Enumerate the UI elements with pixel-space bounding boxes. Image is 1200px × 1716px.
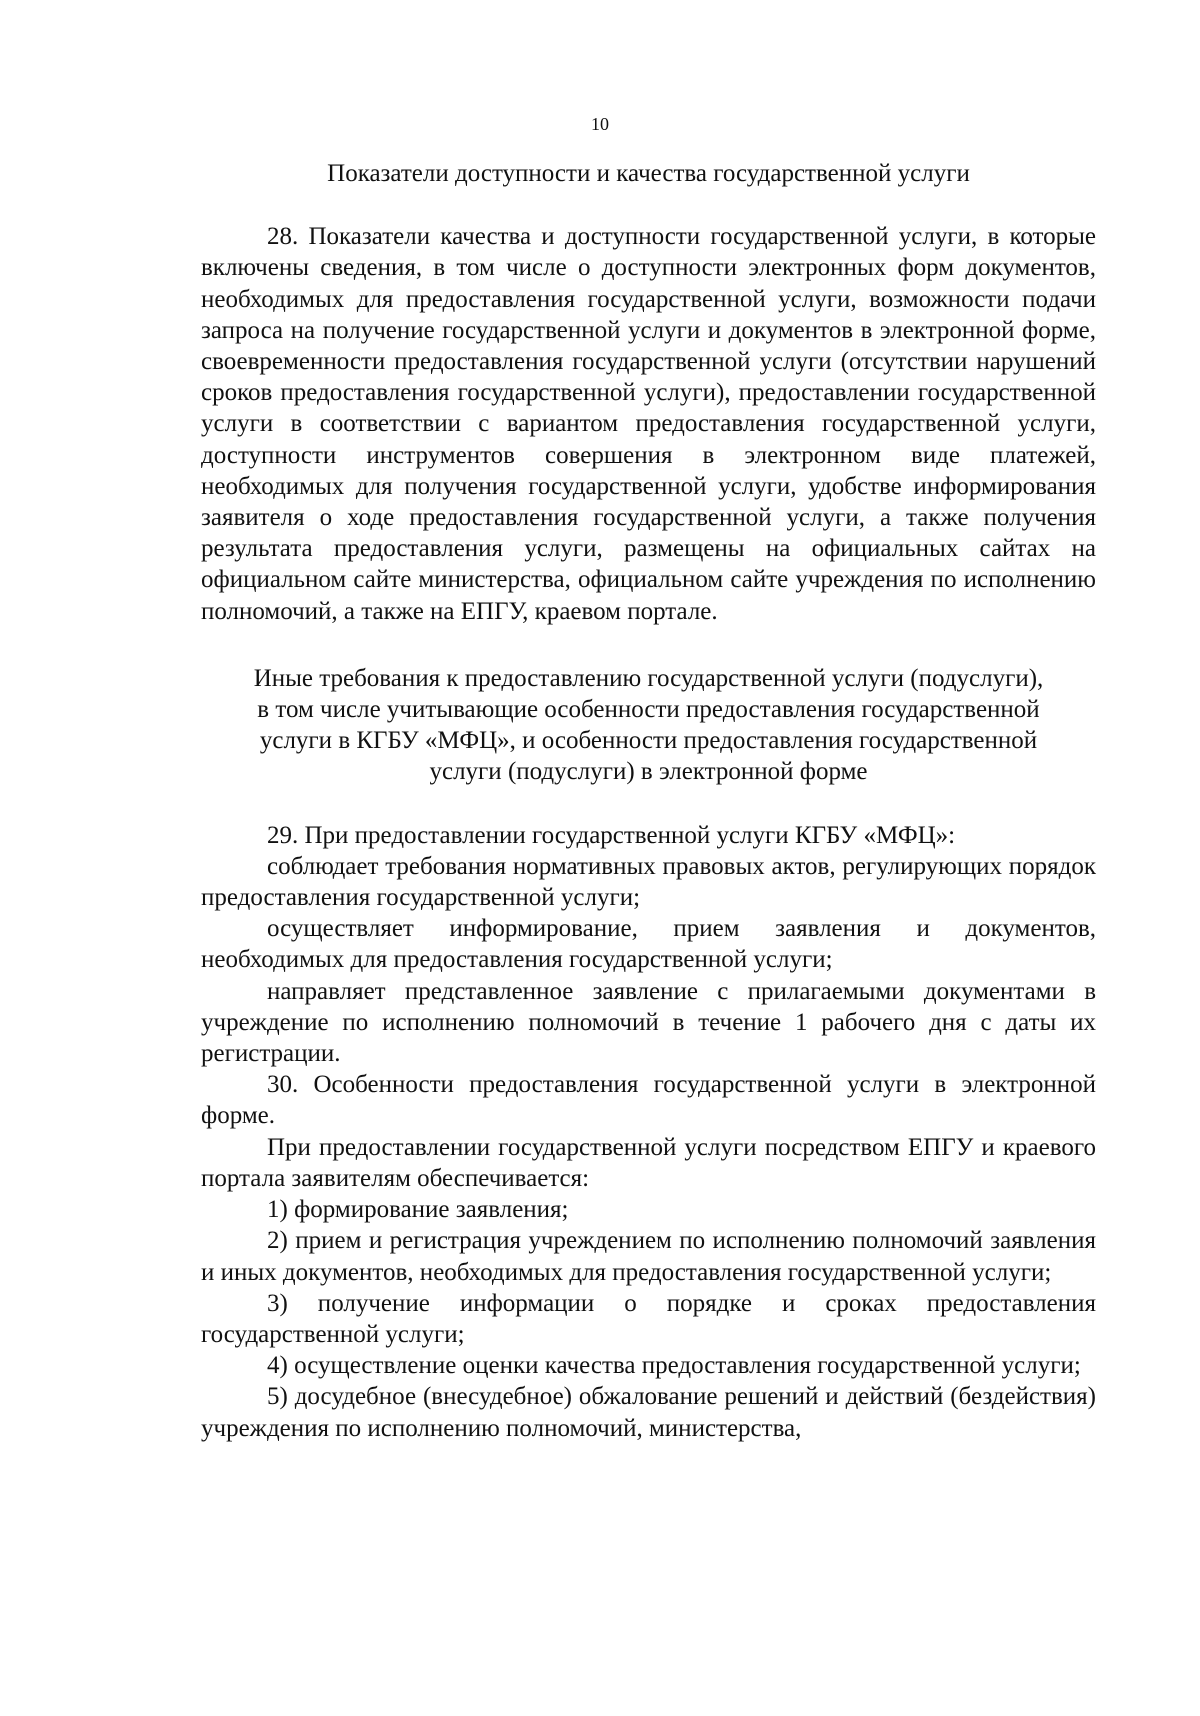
- paragraph-29-item-informing: осуществляет информирование, прием заявления и документов, необходимых для предоставления государственной услуги;: [201, 915, 1096, 974]
- paragraph-28: 28. Показатели качества и доступности государственной услуги, в которые включены сведения, в том числе о доступности электронных форм документов, необходимых для предоставления государственной услуги, возможности подачи запроса на получение государственной услуги и документов в электронной форме, своевременности предоставления государственной услуги (отсутствии нарушений сроков предоставления государственной услуги), предоставлении государственной услуги в соответствии с вариантом предоставления государственной услуги, доступности инструментов совершения в электронном виде платежей, необходимых для получения государственной услуги, удобстве информирования заявителя о ходе предоставления государственной услуги, а также получения результата предоставления услуги, размещены на официальных сайтах на официальном сайте министерства, официальном сайте учреждения по исполнению полномочий, а также на ЕПГУ, краевом портале.: [201, 223, 1096, 625]
- list-item-3: 3) получение информации о порядке и сроках предоставления государственной услуги;: [201, 1289, 1096, 1348]
- page-number: 10: [591, 114, 609, 134]
- section-heading-line: Иные требования к предоставлению государственной услуги (подуслуги),: [253, 664, 1044, 692]
- document-body: [201, 158, 1096, 1444]
- paragraph-29-item-forwarding: направляет представленное заявление с прилагаемыми документами в учреждение по исполнению полномочий в течение 1 рабочего дня с даты их регистрации.: [201, 977, 1096, 1068]
- paragraph-29-item-compliance: соблюдает требования нормативных правовых актов, регулирующих порядок предоставления государственной услуги;: [201, 852, 1096, 912]
- section-heading-other-requirements: [201, 663, 1096, 788]
- paragraph-30-intro: При предоставлении государственной услуги посредством ЕПГУ и краевого портала заявителям обеспечивается:: [201, 1133, 1096, 1192]
- list-item-2: 2) прием и регистрация учреждением по исполнению полномочий заявления и иных документов, необходимых для предоставления государственной услуги;: [201, 1227, 1096, 1286]
- section-heading-line: услуги (подуслуги) в электронной форме: [429, 758, 868, 786]
- list-item-1: 1) формирование заявления;: [267, 1196, 569, 1224]
- list-item-4: 4) осуществление оценки качества предоставления государственной услуги;: [267, 1352, 1081, 1380]
- section-heading-line: услуги в КГБУ «МФЦ», и особенности предоставления государственной: [259, 727, 1038, 755]
- section-heading-availability-quality: Показатели доступности и качества государственной услуги: [327, 160, 970, 187]
- paragraph-29: 29. При предоставлении государственной услуги КГБУ «МФЦ»:: [267, 821, 956, 849]
- list-item-5: 5) досудебное (внесудебное) обжалование решений и действий (бездействия) учреждения по исполнению полномочий, министерства,: [201, 1383, 1096, 1442]
- section-heading-line: в том числе учитывающие особенности предоставления государственной: [257, 696, 1040, 724]
- paragraph-30: 30. Особенности предоставления государственной услуги в электронной форме.: [201, 1071, 1096, 1130]
